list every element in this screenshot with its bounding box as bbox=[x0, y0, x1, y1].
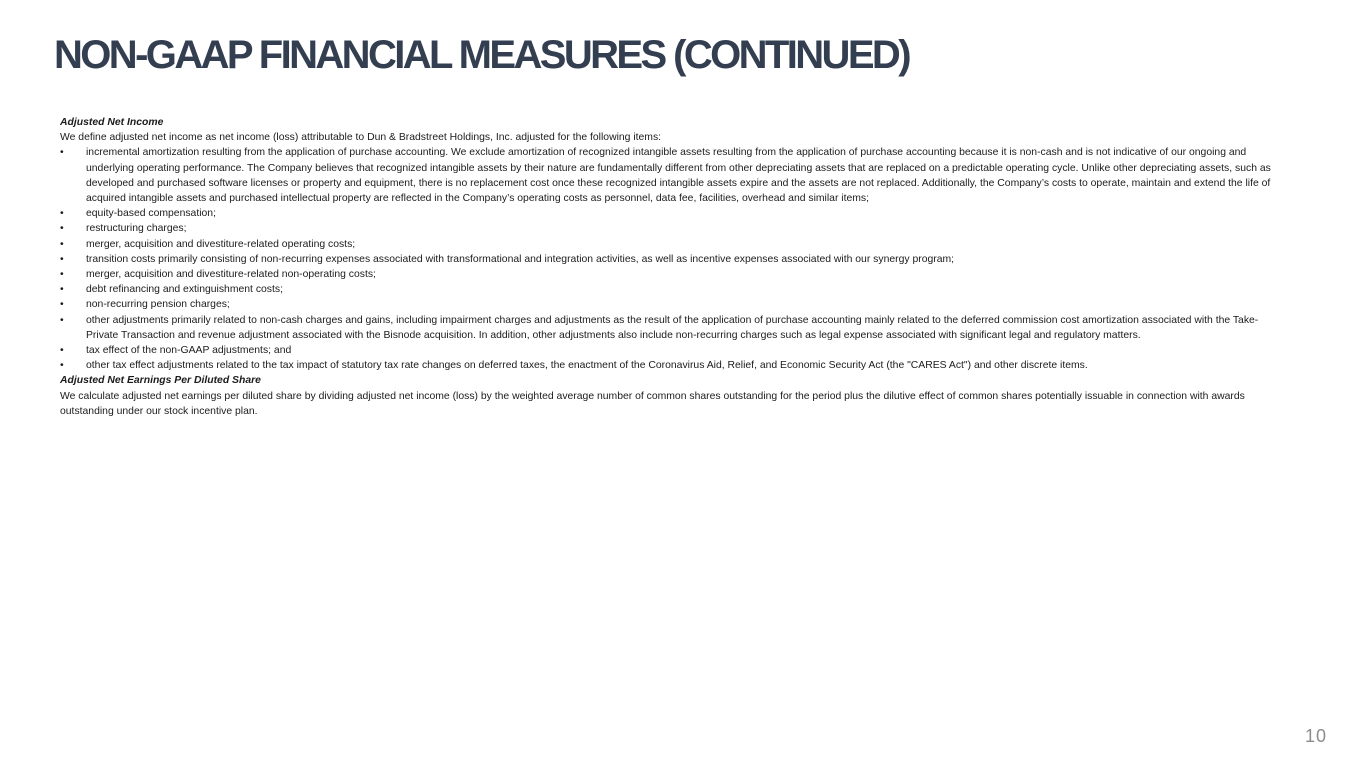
list-item bbox=[60, 206, 1282, 221]
bullet-icon: • bbox=[60, 147, 64, 159]
bullet-icon: • bbox=[60, 223, 64, 235]
adjustment-items-list bbox=[60, 145, 1282, 373]
list-item bbox=[60, 237, 1282, 252]
list-item bbox=[60, 297, 1282, 312]
list-item-text: other adjustments primarily related to non-cash charges and gains, including impairment charges and adjustments as the result of the application of purchase accounting mainly related to the deferred commission cost amortization associated with the Take-Private Transaction and revenue adjustment associated with the Bisnode acquisition. In addition, other adjustments also include non-recurring charges such as legal expense associated with significant legal and regulatory matters. bbox=[86, 314, 1259, 341]
list-item-text: incremental amortization resulting from the application of purchase accounting. We exclude amortization of recognized intangible assets resulting from the application of purchase accounting because it is non-cash and is not indicative of our ongoing and underlying operating performance. The Company believes that recognized intangible assets by their nature are fundamentally different from other depreciating assets that are replaced on a predictable operating cycle. Unlike other depreciating assets, such as developed and purchased software licenses or property and equipment, there is no replacement cost once these recognized intangible assets expire and the assets are not replaced. Additionally, the Company’s costs to operate, maintain and extend the life of acquired intangible assets and purchased intellectual property are reflected in the Company’s operating costs as personnel, data fee, facilities, overhead and similar items; bbox=[86, 147, 1271, 205]
list-item-text: non-recurring pension charges; bbox=[86, 299, 230, 311]
list-item-text: equity-based compensation; bbox=[86, 208, 216, 220]
bullet-icon: • bbox=[60, 284, 64, 296]
list-item bbox=[60, 313, 1282, 343]
list-item bbox=[60, 145, 1282, 206]
list-item-text: debt refinancing and extinguishment costs; bbox=[86, 284, 283, 296]
list-item-text: transition costs primarily consisting of non-recurring expenses associated with transformational and integration activities, as well as incentive expenses associated with our synergy program; bbox=[86, 253, 955, 265]
adjusted-net-income-intro: We define adjusted net income as net income (loss) attributable to Dun & Bradstreet Holdings, Inc. adjusted for the following items: bbox=[60, 132, 662, 144]
bullet-icon: • bbox=[60, 208, 64, 220]
bullet-icon: • bbox=[60, 253, 64, 265]
list-item-text: merger, acquisition and divestiture-related non-operating costs; bbox=[86, 269, 376, 281]
list-item bbox=[60, 282, 1282, 297]
slide-content bbox=[60, 115, 1282, 419]
list-item bbox=[60, 267, 1282, 282]
slide-title: NON-GAAP FINANCIAL MEASURES (CONTINUED) bbox=[54, 33, 909, 77]
list-item bbox=[60, 343, 1282, 358]
page-number: 10 bbox=[1304, 726, 1327, 746]
adjusted-eps-body: We calculate adjusted net earnings per diluted share by dividing adjusted net income (loss) by the weighted average number of common shares outstanding for the period plus the dilutive effect of common shares potentially issuable in connection with awards outstanding under our stock incentive plan. bbox=[60, 390, 1245, 417]
bullet-icon: • bbox=[60, 360, 64, 372]
list-item bbox=[60, 252, 1282, 267]
bullet-icon: • bbox=[60, 299, 64, 311]
list-item-text: other tax effect adjustments related to the tax impact of statutory tax rate changes on deferred taxes, the enactment of the Coronavirus Aid, Relief, and Economic Security Act (the "CARES Act") and other discrete items. bbox=[86, 360, 1088, 372]
adjusted-eps-heading: Adjusted Net Earnings Per Diluted Share bbox=[60, 375, 261, 387]
bullet-icon: • bbox=[60, 314, 64, 326]
list-item-text: merger, acquisition and divestiture-related operating costs; bbox=[86, 238, 356, 250]
bullet-icon: • bbox=[60, 238, 64, 250]
list-item-text: tax effect of the non-GAAP adjustments; and bbox=[86, 345, 292, 357]
adjusted-net-income-heading: Adjusted Net Income bbox=[60, 117, 164, 128]
list-item-text: restructuring charges; bbox=[86, 223, 187, 235]
list-item bbox=[60, 358, 1282, 373]
list-item bbox=[60, 221, 1282, 236]
bullet-icon: • bbox=[60, 345, 64, 357]
bullet-icon: • bbox=[60, 269, 64, 281]
